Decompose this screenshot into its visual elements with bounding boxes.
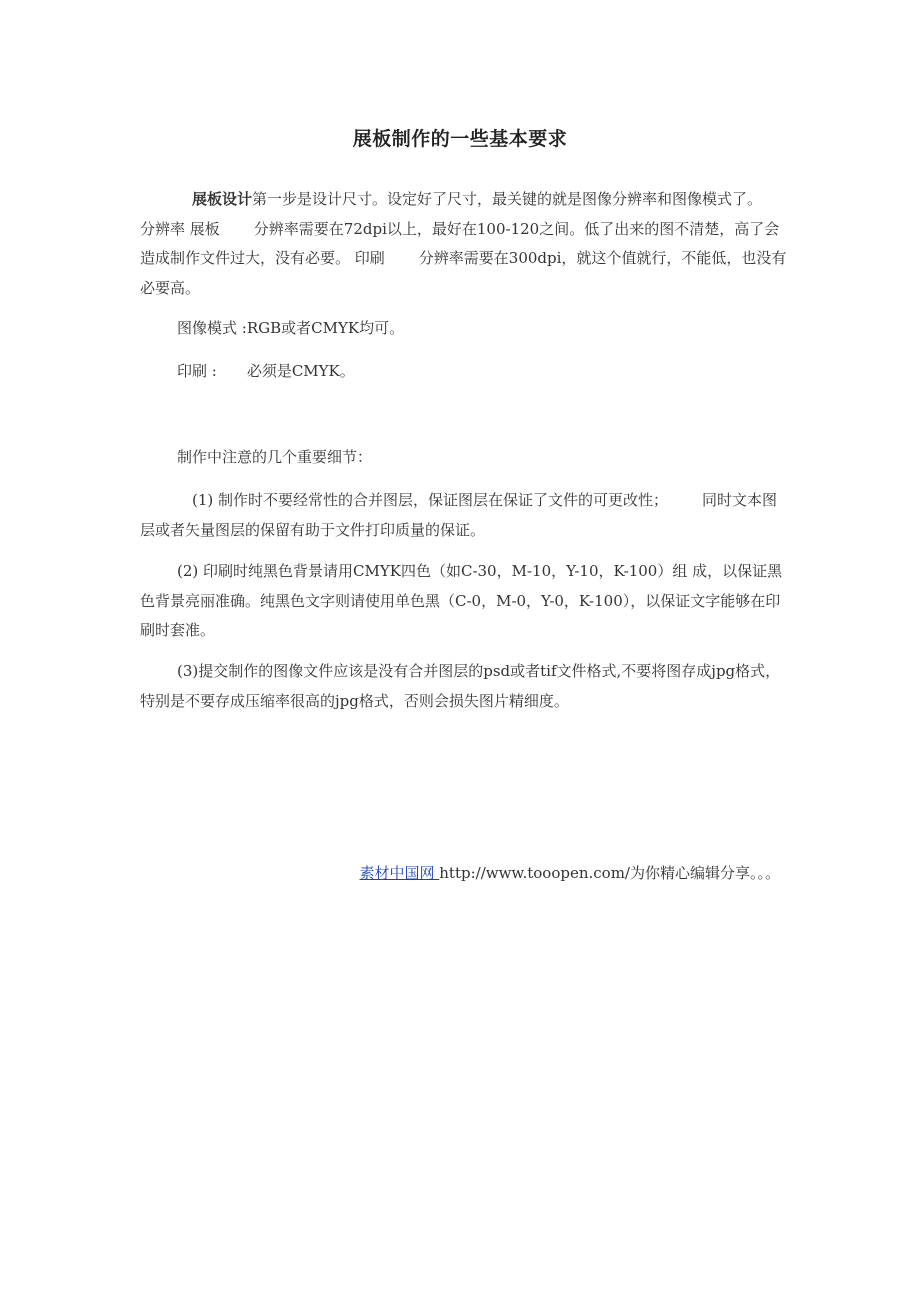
- note-3: (3)提交制作的图像文件应该是没有合并图层的psd或者tif文件格式,不要将图存成jpg格式，特别是不要存成压缩率很高的jpg格式，否则会损失图片精细度。: [140, 662, 781, 710]
- image-mode-line: 图像模式 :RGB或者CMYK均可。: [177, 319, 405, 337]
- note-2: (2) 印刷时纯黑色背景请用CMYK四色（如C-30，M-10，Y-10，K-100）组 成，以保证黑色背景亮丽准确。纯黑色文字则请使用单色黑（C-0，M-0，Y-0，K-100），以保证文字能够在印刷时套准。: [140, 562, 783, 639]
- print-line: 印刷 : 必须是CMYK。: [177, 362, 355, 380]
- notes-heading: 制作中注意的几个重要细节：: [177, 448, 373, 466]
- intro-text-a: 第一步是设计尺寸。设定好了尺寸，最关键的就是图像分辨率和图像模式了。: [252, 190, 763, 208]
- intro-text-b: 分辨率需要在72dpi以上，最好在100-120之间。低了出来的图不清楚，高了会造成制作文件过大，没有必要。 印刷: [140, 219, 780, 267]
- document-title: 展板制作的一些基本要求: [352, 128, 568, 150]
- intro-paragraph: [140, 185, 790, 303]
- intro-label-a: 分辨率 展板: [140, 219, 220, 238]
- note-1-part-b: 同时文本图层或者矢量图层的保留有助于文件打印质量的保证。: [140, 491, 778, 539]
- intro-text-c: 分辨率需要在300dpi，就这个值就行，不能低，也没有必要高。: [140, 249, 787, 297]
- footer-link[interactable]: 素材中国网: [359, 864, 440, 882]
- note-1: [140, 486, 790, 545]
- note-1-part-a: (1) 制作时不要经常性的合并图层，保证图层在保证了文件的可更改性；: [192, 491, 669, 509]
- footer-credit: [140, 859, 780, 889]
- intro-lead: 展板设计: [192, 190, 253, 208]
- footer-text: http://www.tooopen.com/为你精心编辑分享。。。: [439, 864, 780, 882]
